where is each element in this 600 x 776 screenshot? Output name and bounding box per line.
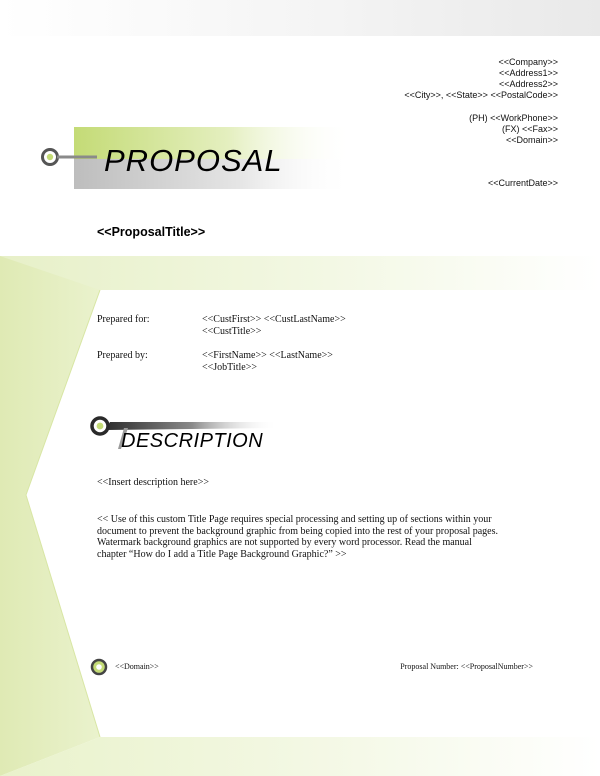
description-notice (97, 514, 557, 560)
proposal-heading: PROPOSAL (104, 143, 283, 178)
address-line-2: <<Address2>> (498, 79, 558, 89)
prepared-by-title: <<JobTitle>> (202, 361, 257, 373)
footer-domain: <<Domain>> (115, 662, 159, 671)
footer-knob-icon (89, 657, 109, 677)
notice-line: document to prevent the background graphic from being copied into the rest of your proposal pages. (97, 525, 498, 537)
notice-line: chapter “How do I add a Title Page Background Graphic?” >> (97, 548, 347, 560)
prepared-for-label: Prepared for: (97, 314, 150, 325)
address-line-1: <<Address1>> (498, 68, 558, 78)
description-knob-icon (89, 415, 113, 439)
prepared-by-name: <<FirstName>> <<LastName>> (202, 350, 333, 361)
prepared-for-name: <<CustFirst>> <<CustLastName>> (202, 314, 346, 325)
description-heading: DESCRIPTION (121, 430, 264, 452)
company-name: <<Company>> (498, 57, 558, 67)
work-phone: (PH) <<WorkPhone>> (469, 113, 558, 123)
fax-number: (FX) <<Fax>> (501, 124, 558, 134)
city-state-postal: <<City>>, <<State>> <<PostalCode>> (404, 90, 558, 100)
proposal-knob-icon (40, 146, 100, 168)
proposal-title: <<ProposalTitle>> (97, 225, 206, 239)
proposal-number: Proposal Number: <<ProposalNumber>> (400, 662, 533, 671)
prepared-for-title: <<CustTitle>> (202, 325, 262, 337)
notice-line: Watermark background graphics are not supported by every word processor. Read the manual (97, 537, 472, 548)
description-placeholder: <<Insert description here>> (97, 477, 209, 488)
notice-line: << Use of this custom Title Page requires special processing and setting up of sections within your (97, 514, 492, 525)
domain: <<Domain>> (505, 135, 558, 145)
prepared-by-label: Prepared by: (97, 350, 148, 361)
current-date: <<CurrentDate>> (487, 178, 558, 188)
